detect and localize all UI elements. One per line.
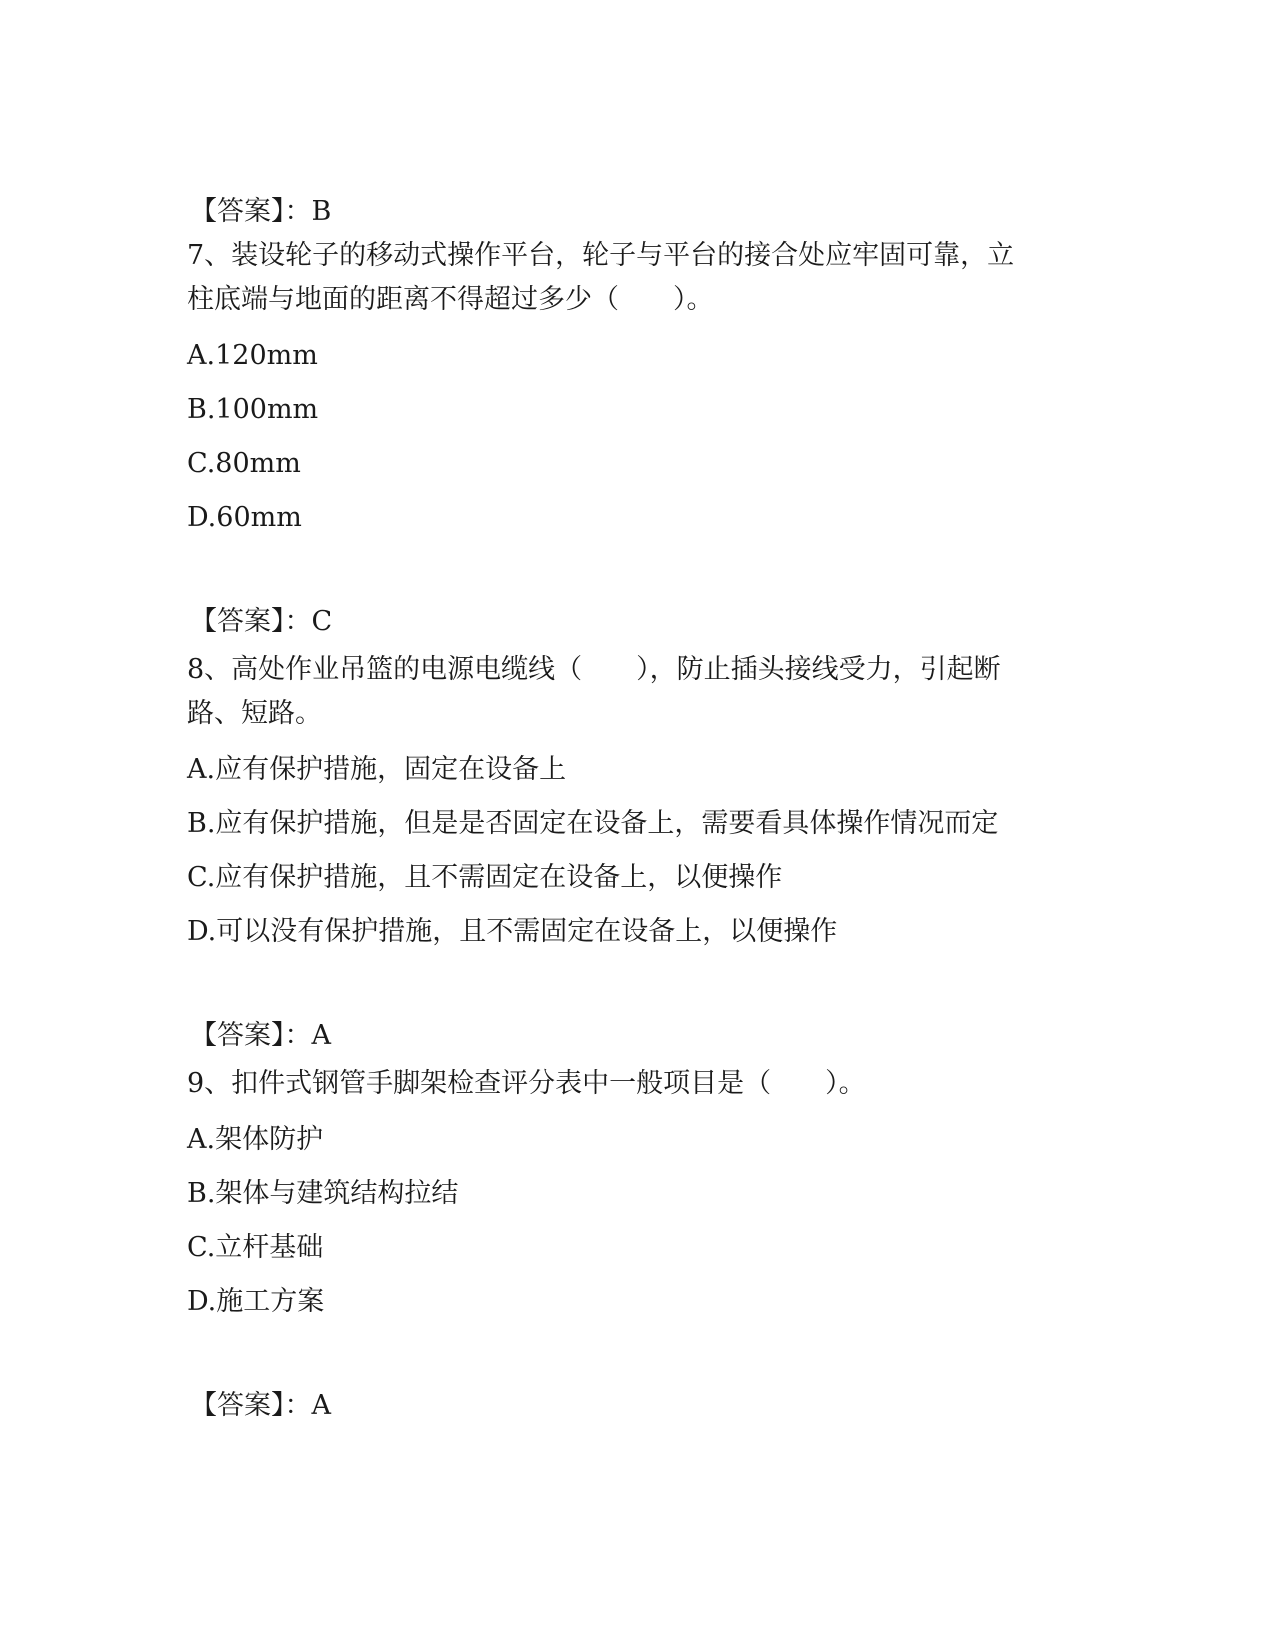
question-8-option-c: C.应有保护措施，且不需固定在设备上，以便操作 (187, 862, 783, 893)
question-9-line-1: 9、扣件式钢管手脚架检查评分表中一般项目是（ ）。 (187, 1068, 866, 1099)
question-8-option-a: A.应有保护措施，固定在设备上 (187, 754, 567, 785)
question-8-line-2: 路、短路。 (187, 698, 322, 729)
answer-line (190, 194, 331, 230)
question-7-option-d: D.60mm (187, 502, 302, 533)
question-8-option-d: D.可以没有保护措施，且不需固定在设备上，以便操作 (187, 916, 838, 947)
question-7-line-2: 柱底端与地面的距离不得超过多少（ ）。 (187, 284, 714, 315)
question-8-option-b: B.应有保护措施，但是是否固定在设备上，需要看具体操作情况而定 (187, 808, 999, 839)
question-9-option-b: B.架体与建筑结构拉结 (187, 1178, 459, 1209)
answer-label: 【答案】： (190, 196, 312, 227)
answer-value: C (311, 606, 333, 637)
question-8-line-1: 8、高处作业吊篮的电源电缆线（ ），防止插头接线受力，引起断 (187, 654, 1001, 685)
question-7-option-c: C.80mm (187, 448, 301, 479)
answer-value: A (311, 1390, 331, 1421)
question-7-option-b: B.100mm (187, 394, 319, 425)
answer-label: 【答案】： (190, 1390, 312, 1421)
question-9-option-d: D.施工方案 (187, 1286, 325, 1317)
question-7-line-1: 7、装设轮子的移动式操作平台，轮子与平台的接合处应牢固可靠，立 (187, 240, 1015, 271)
question-7-answer (190, 604, 332, 640)
question-8-answer (190, 1018, 331, 1054)
answer-value: A (311, 1020, 331, 1051)
answer-value: B (311, 196, 332, 227)
question-9-option-c: C.立杆基础 (187, 1232, 324, 1263)
question-9-answer (190, 1388, 331, 1424)
answer-label: 【答案】： (190, 606, 312, 637)
answer-label: 【答案】： (190, 1020, 312, 1051)
question-9-option-a: A.架体防护 (187, 1124, 324, 1155)
question-7-option-a: A.120mm (187, 340, 318, 371)
